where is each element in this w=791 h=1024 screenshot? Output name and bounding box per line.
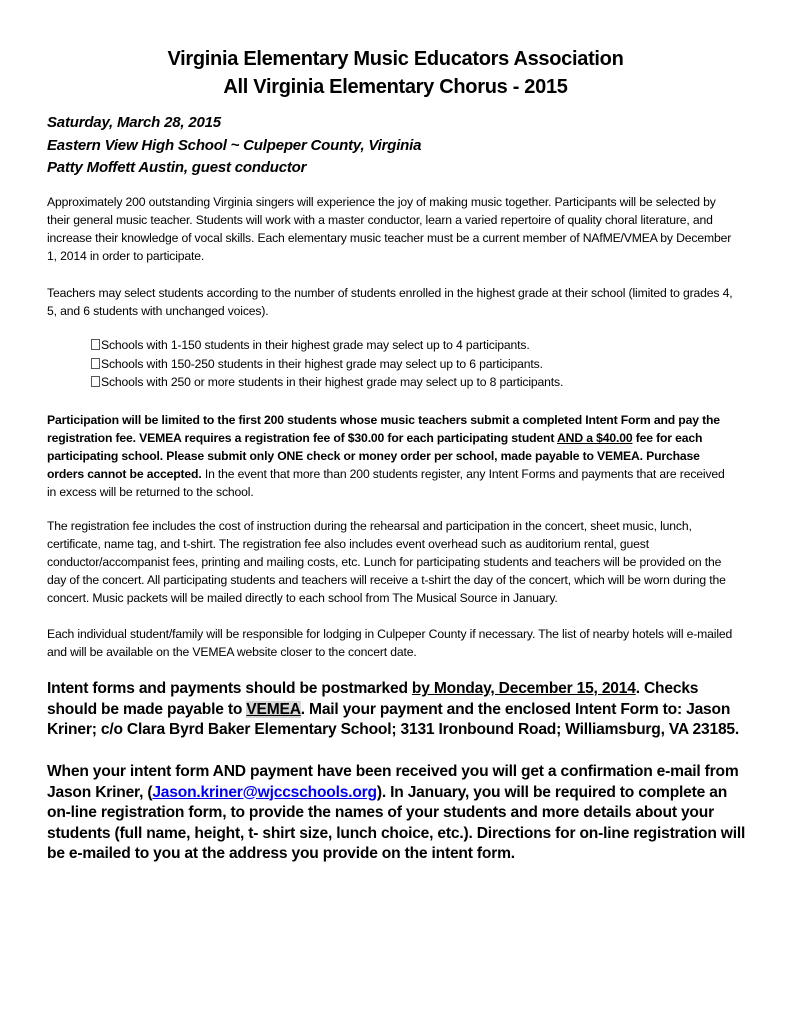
checkbox-icon	[91, 376, 100, 387]
lodging-paragraph: Each individual student/family will be responsible for lodging in Culpeper County if necessary. The list of nearby hotels will e-mailed and will be available on the VEMEA website closer to the concert date.	[47, 627, 733, 659]
event-date: Saturday, March 28, 2015	[47, 114, 221, 131]
deadline-text-1: Intent forms and payments should be postmarked	[47, 680, 412, 697]
confirmation-paragraph	[47, 762, 747, 865]
list-item: Schools with 1-150 students in their highest grade may select up to 4 participants.	[91, 336, 563, 355]
list-item: Schools with 250 or more students in their highest grade may select up to 8 participants.	[91, 373, 563, 392]
checkbox-icon	[91, 339, 100, 350]
contact-email-link[interactable]: Jason.kriner@wjccschools.org	[152, 783, 377, 801]
selection-list	[91, 336, 563, 392]
list-item: Schools with 150-250 students in their highest grade may select up to 6 participants.	[91, 355, 563, 374]
deadline-paragraph	[47, 679, 747, 741]
checkbox-icon	[91, 358, 100, 369]
deadline-date: by Monday, December 15, 2014	[411, 680, 636, 697]
school-fee-emphasis: AND a $40.00	[557, 431, 633, 445]
title-line-1: Virginia Elementary Music Educators Association	[167, 48, 624, 70]
fee-details-paragraph: The registration fee includes the cost of instruction during the rehearsal and participation in the concert, sheet music, lunch, certificate, name tag, and t-shirt. The registration fee also includes event overhead such as auditorium rental, guest conductor/accompanist fees, printing and mailing costs, etc. Lunch for participating students and teachers will be provided on the day of the concert. All participating students and teachers will receive a t-shirt the day of the concert, which will be worn during the concert. Music packets will be mailed directly to each school from The Musical Source in January.	[47, 519, 726, 605]
participation-normal-text: In the event that more than 200 students register, any Intent Forms and payments that are received in excess will be returned to the school.	[47, 467, 725, 499]
event-conductor: Patty Moffett Austin, guest conductor	[47, 159, 307, 176]
confirmation-text-2: ). In January, you will be required to complete an on-line registration form, to provide the names of your students and more details about your students (full name, height, t- shirt size, lunch choice, etc.). Directions for on-line registration will be e-mailed to you at the address you provide on the intent form.	[47, 783, 746, 862]
participation-bold-text: Participation will be limited to the first 200 students whose music teachers submit a completed Intent Form and pay the registration fee. VEMEA requires a registration fee of $30.00 for each participating student	[47, 413, 720, 445]
participation-paragraph	[47, 411, 737, 501]
event-location: Eastern View High School ~ Culpeper County, Virginia	[47, 137, 422, 154]
participation-bold-text-2: fee for each participating school. Please submit only ONE check or money order per school, made payable to VEMEA. Purchase orders cannot be accepted.	[47, 431, 703, 481]
deadline-text-3: . Mail your payment and the enclosed Intent Form to: Jason Kriner; c/o Clara Byrd Baker Elementary School; 3131 Ironbound Road; Williamsburg, VA 23185.	[47, 700, 740, 738]
intro-paragraph: Approximately 200 outstanding Virginia singers will experience the joy of making music together. Participants will be selected by their general music teacher. Students will work with a master conductor, learn a varied repertoire of quality choral literature, and increase their knowledge of vocal skills. Each elementary music teacher must be a current member of NAfME/VMEA by December 1, 2014 in order to participate.	[47, 195, 732, 263]
payee-name: VEMEA	[246, 700, 301, 718]
confirmation-text-1: When your intent form AND payment have been received you will get a confirmation e-mail from Jason Kriner, (	[47, 763, 739, 801]
title-line-2: All Virginia Elementary Chorus - 2015	[223, 76, 568, 98]
selection-paragraph: Teachers may select students according to the number of students enrolled in the highest grade at their school (limited to grades 4, 5, and 6 students with unchanged voices).	[47, 286, 733, 318]
deadline-text-2: . Checks should be made payable to	[47, 680, 699, 718]
